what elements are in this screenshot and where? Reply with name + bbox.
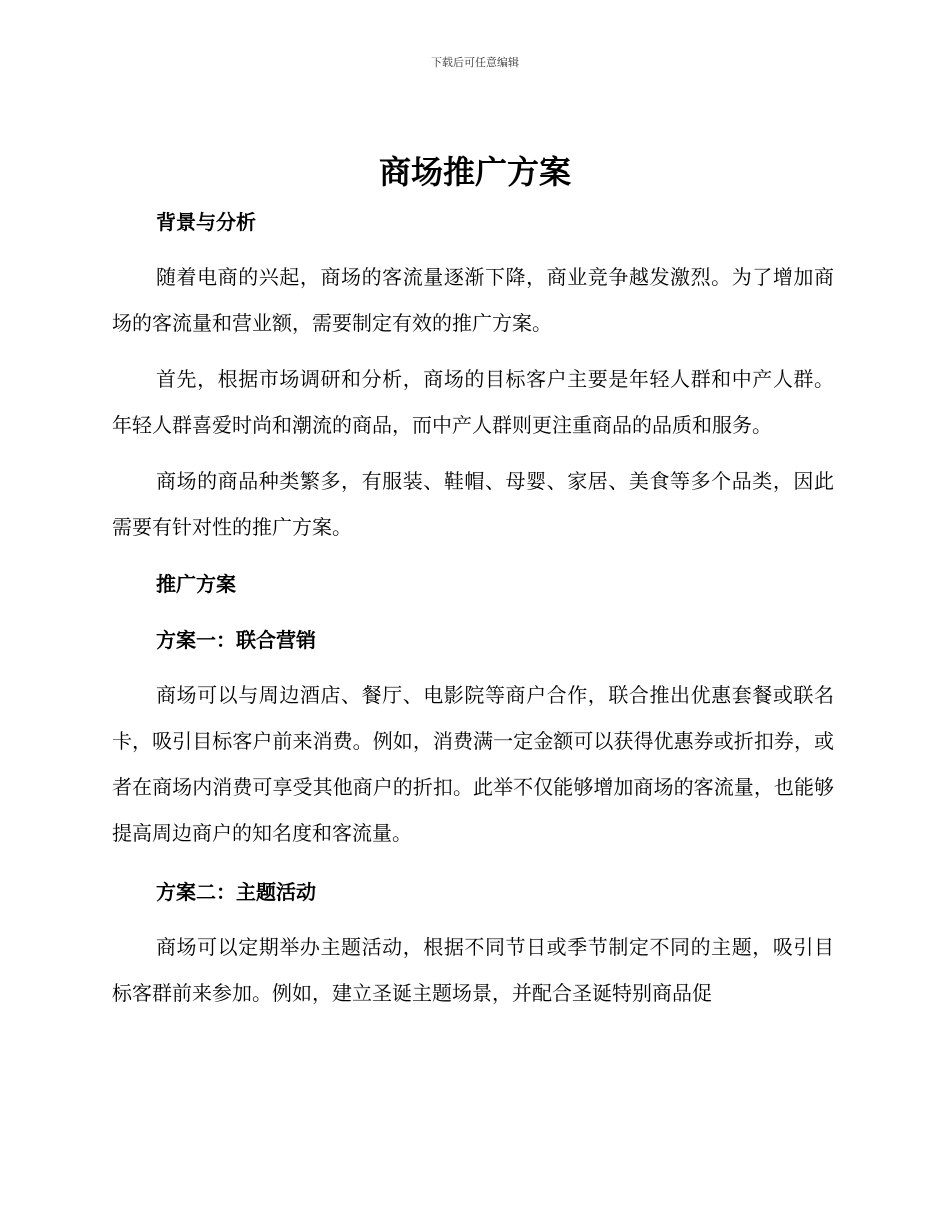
document-body [112, 202, 834, 1016]
header-note: 下载后可任意编辑 [431, 56, 519, 69]
document-title: 商场推广方案 [378, 153, 571, 191]
plan-one-heading: 方案一：联合营销 [156, 628, 316, 652]
paragraph-background-1: 随着电商的兴起，商场的客流量逐渐下降，商业竞争越发激烈。为了增加商场的客流量和营业额，需要制定有效的推广方案。 [112, 265, 834, 335]
section-heading-plans: 推广方案 [156, 572, 236, 596]
paragraph-background-2: 首先，根据市场调研和分析，商场的目标客户主要是年轻人群和中产人群。年轻人群喜爱时尚和潮流的商品，而中产人群则更注重商品的品质和服务。 [112, 367, 834, 437]
section-heading-background: 背景与分析 [156, 210, 256, 234]
plan-two-heading: 方案二：主题活动 [156, 880, 316, 904]
paragraph-plan-one: 商场可以与周边酒店、餐厅、电影院等商户合作，联合推出优惠套餐或联名卡，吸引目标客户前来消费。例如，消费满一定金额可以获得优惠券或折扣券，或者在商场内消费可享受其他商户的折扣。此举不仅能够增加商场的客流量，也能够提高周边商户的知名度和客流量。 [112, 683, 834, 845]
paragraph-background-3: 商场的商品种类繁多，有服装、鞋帽、母婴、家居、美食等多个品类，因此需要有针对性的推广方案。 [112, 469, 834, 539]
paragraph-plan-two: 商场可以定期举办主题活动，根据不同节日或季节制定不同的主题，吸引目标客群前来参加。例如，建立圣诞主题场景，并配合圣诞特别商品促 [112, 935, 834, 1005]
